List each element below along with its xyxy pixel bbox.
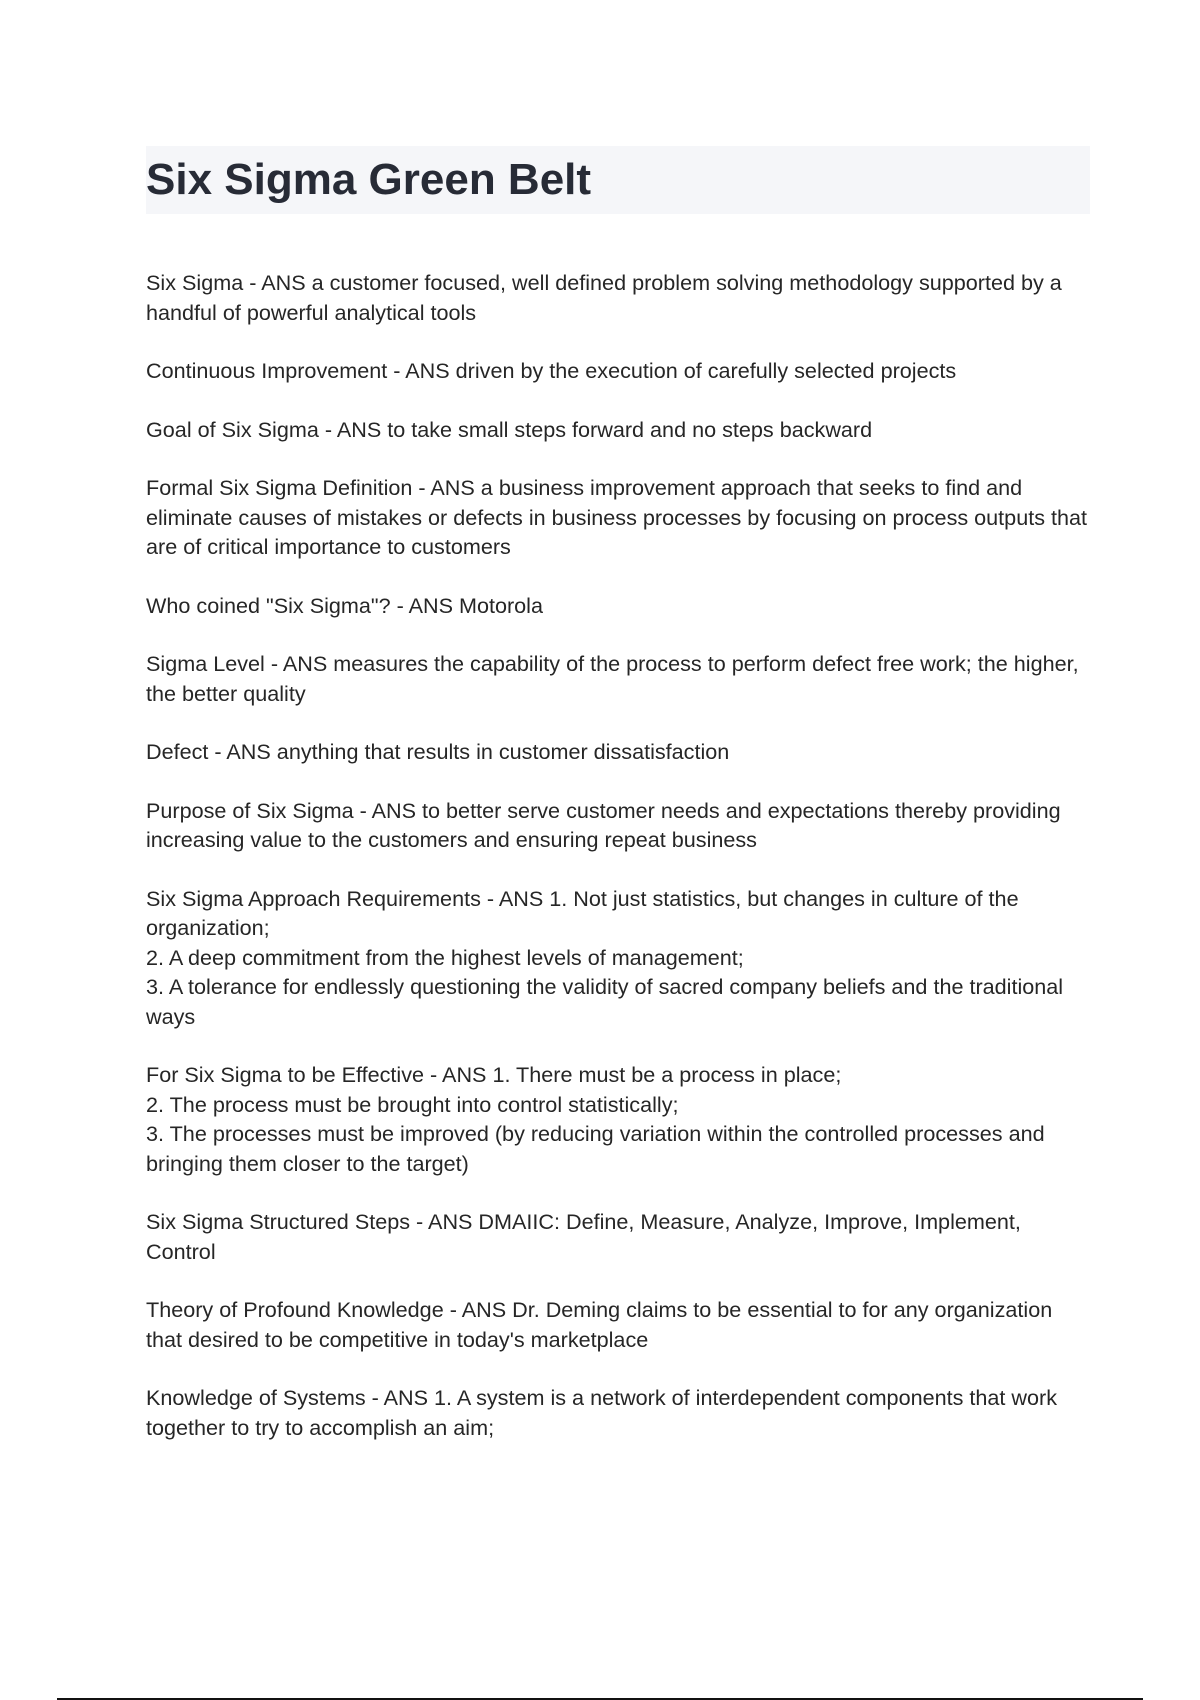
flashcard-entry: Continuous Improvement - ANS driven by the execution of carefully selected projects — [146, 358, 957, 383]
flashcard-entry: For Six Sigma to be Effective - ANS 1. There must be a process in place; 2. The process must be brought into control statistically; 3. The processes must be improved (by reducing variation within the controlled processes and bringing them closer to the target) — [146, 1062, 1045, 1176]
flashcard-entry: Defect - ANS anything that results in customer dissatisfaction — [146, 739, 730, 764]
flashcard-entry: Purpose of Six Sigma - ANS to better serve customer needs and expectations thereby providing increasing value to the customers and ensuring repeat business — [146, 797, 1061, 852]
flashcard-entry: Who coined "Six Sigma"? - ANS Motorola — [146, 592, 543, 618]
flashcard-list — [146, 268, 1090, 1471]
flashcard-entry: Six Sigma - ANS a customer focused, well defined problem solving methodology supported by a handful of powerful analytical tools — [146, 270, 1062, 325]
flashcard-entry: Six Sigma Approach Requirements - ANS 1. Not just statistics, but changes in culture of the organization; 2. A deep commitment from the highest levels of management; 3. A tolerance for endlessly questioning the validity of sacred company beliefs and the traditional ways — [146, 885, 1064, 1029]
flashcard-entry: Theory of Profound Knowledge - ANS Dr. Deming claims to be essential to for any organization that desired to be competitive in today's marketplace — [146, 1297, 1053, 1352]
flashcard-entry: Sigma Level - ANS measures the capability of the process to perform defect free work; the higher, the better quality — [146, 651, 1079, 706]
flashcard-entry: Formal Six Sigma Definition - ANS a business improvement approach that seeks to find and eliminate causes of mistakes or defects in business processes by focusing on process outputs that are of critical importance to customers — [146, 475, 1088, 559]
flashcard-entry: Six Sigma Structured Steps - ANS DMAIIC: Define, Measure, Analyze, Improve, Implement, Control — [146, 1209, 1021, 1264]
page-title: Six Sigma Green Belt — [146, 155, 592, 204]
flashcard-entry: Goal of Six Sigma - ANS to take small steps forward and no steps backward — [146, 416, 873, 442]
flashcard-entry: Knowledge of Systems - ANS 1. A system is a network of interdependent components that work together to try to accomplish an aim; — [146, 1385, 1058, 1440]
title-banner — [146, 146, 1090, 214]
